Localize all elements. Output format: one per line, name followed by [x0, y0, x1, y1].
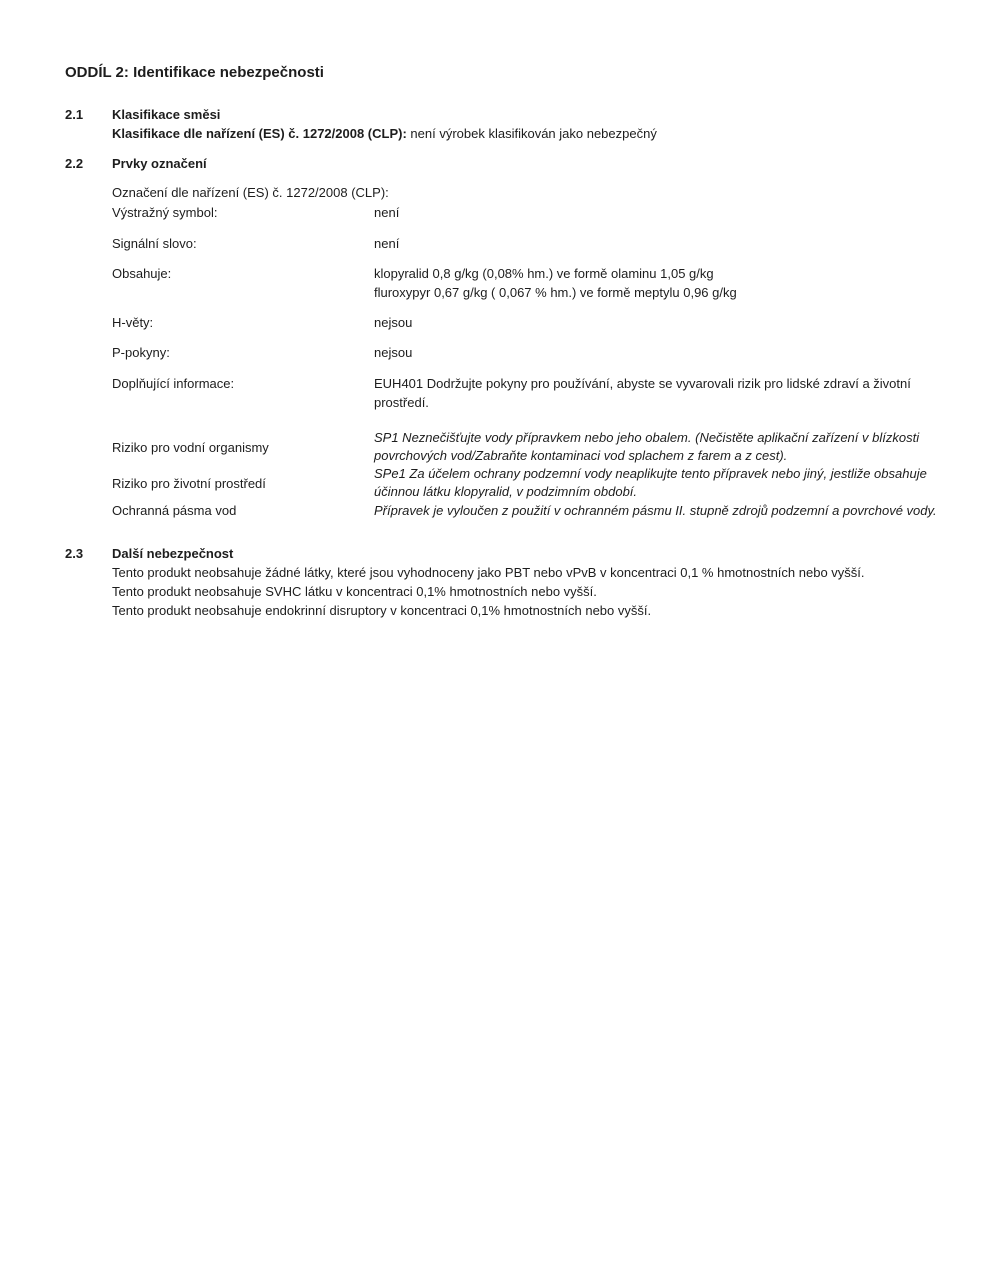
field-label: Riziko pro životní prostředí: [112, 475, 266, 491]
row-contains: [112, 264, 989, 302]
field-value: EUH401 Dodržujte pokyny pro používání, abyste se vyvarovali rizik pro lidské zdraví a životní prostředí.: [374, 376, 911, 410]
field-label: Výstražný symbol:: [112, 205, 218, 220]
section-heading: Klasifikace směsi: [112, 107, 221, 122]
field-value: nejsou: [374, 315, 413, 330]
field-label: Doplňující informace:: [112, 376, 235, 391]
row-additional-info: [112, 374, 989, 412]
row-warning-symbol: [112, 203, 989, 222]
section-heading: Další nebezpečnost: [112, 546, 234, 561]
field-value: není: [374, 236, 400, 251]
field-value: není: [374, 205, 400, 220]
classification-value: není výrobek klasifikován jako nebezpečný: [406, 126, 657, 141]
row-water-protection-zones: [112, 501, 989, 520]
row-h-statements: [112, 313, 989, 332]
field-value: SP1 Neznečišťujte vody přípravkem nebo jeho obalem. (Nečistěte aplikační zařízení v blízkosti povrchových vod/Zabraňte kontaminaci vod splachem z farem a z cest).: [374, 430, 920, 463]
section-title: ODDÍL 2: Identifikace nebezpečnosti: [65, 64, 324, 81]
section-2-1: [65, 105, 989, 143]
section-2-3: [65, 544, 989, 620]
row-p-statements: [112, 343, 989, 362]
section-number: 2.2: [65, 156, 84, 171]
contains-line-2: fluroxypyr 0,67 g/kg ( 0,067 % hm.) ve formě meptylu 0,96 g/kg: [374, 285, 737, 300]
field-label: Ochranná pásma vod: [112, 503, 237, 518]
field-label: Obsahuje:: [112, 266, 172, 281]
classification-line: [112, 124, 989, 143]
field-label: Signální slovo:: [112, 236, 197, 251]
field-value: nejsou: [374, 345, 413, 360]
section-number: 2.1: [65, 107, 84, 122]
row-environment-risk: [112, 465, 989, 501]
field-label: P-pokyny:: [112, 345, 170, 360]
section-number: 2.3: [65, 546, 84, 561]
section-2-2: [65, 154, 989, 520]
row-signal-word: [112, 234, 989, 253]
other-hazards-line-2: Tento produkt neobsahuje SVHC látku v koncentraci 0,1% hmotnostních nebo vyšší.: [112, 584, 597, 599]
labelling-intro: Označení dle nařízení (ES) č. 1272/2008 (CLP):: [112, 185, 389, 200]
section-heading: Prvky označení: [112, 156, 207, 171]
contains-line-1: klopyralid 0,8 g/kg (0,08% hm.) ve formě olaminu 1,05 g/kg: [374, 266, 714, 281]
field-value: Přípravek je vyloučen z použití v ochranném pásmu II. stupně zdrojů podzemní a povrchové vody.: [374, 502, 937, 518]
field-label: H-věty:: [112, 315, 154, 330]
other-hazards-line-3: Tento produkt neobsahuje endokrinní disruptory v koncentraci 0,1% hmotnostních nebo vyšší.: [112, 603, 652, 618]
risk-statements-block: [112, 429, 989, 520]
row-aquatic-risk: [112, 429, 989, 465]
other-hazards-lines: [112, 563, 989, 620]
field-value: SPe1 Za účelem ochrany podzemní vody neaplikujte tento přípravek nebo jiný, jestliže obsahuje účinnou látku klopyralid, v podzimním období.: [374, 466, 927, 499]
classification-label: Klasifikace dle nařízení (ES) č. 1272/2008 (CLP):: [112, 126, 407, 141]
field-label: Riziko pro vodní organismy: [112, 439, 269, 455]
field-value: [374, 264, 954, 302]
other-hazards-line-1: Tento produkt neobsahuje žádné látky, které jsou vyhodnoceny jako PBT nebo vPvB v koncentraci 0,1 % hmotnostních nebo vyšší.: [112, 565, 865, 580]
